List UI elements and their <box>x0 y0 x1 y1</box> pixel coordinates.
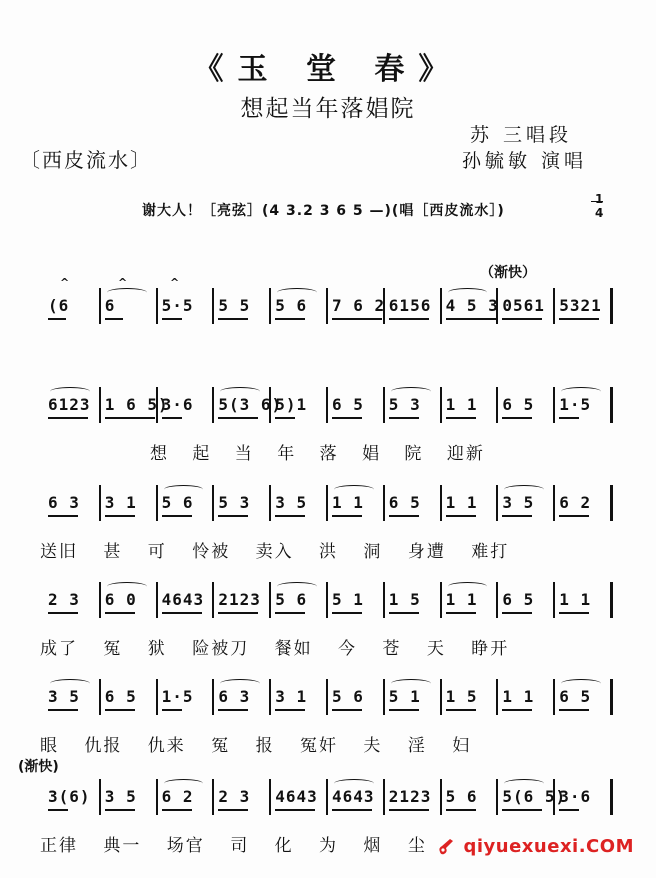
slur-arc <box>164 485 204 494</box>
measure: 5·5 <box>161 296 194 315</box>
beam-line <box>502 809 542 811</box>
measure: 5 6 <box>161 493 194 512</box>
beam-line <box>275 709 305 711</box>
bar-line <box>326 779 328 815</box>
beam-line <box>48 612 78 614</box>
beam-line <box>275 318 305 320</box>
slur-arc <box>448 582 488 591</box>
bar-line <box>99 582 101 618</box>
measure: 2123 <box>388 787 432 806</box>
bar-line <box>212 288 214 324</box>
measure: 1 5 <box>388 590 421 609</box>
bar-line <box>383 582 385 618</box>
bar-line <box>269 288 271 324</box>
lyrics-line: 眼 仇报 仇来 冤 报 冤奸 夫 淫 妇 <box>40 736 472 756</box>
bar-line <box>212 387 214 423</box>
slur-arc <box>448 288 488 297</box>
beam-line <box>105 809 135 811</box>
bar-line <box>383 679 385 715</box>
slur-arc <box>220 679 260 688</box>
beam-line <box>218 709 248 711</box>
accent-mark: ^ <box>60 276 70 289</box>
guitar-logo-icon <box>436 836 458 856</box>
measure: 6 2 <box>161 787 194 806</box>
bar-line <box>383 779 385 815</box>
bar-line <box>610 387 613 423</box>
slur-arc <box>220 387 260 396</box>
slur-arc <box>50 387 90 396</box>
beam-line <box>105 318 123 320</box>
measure: 6 3 <box>218 687 251 706</box>
page-title: 《玉 堂 春》 <box>193 52 463 87</box>
beam-line <box>559 515 589 517</box>
bar-line <box>156 485 158 521</box>
beam-line <box>446 709 476 711</box>
beam-line <box>162 709 182 711</box>
measure: 5(3 6) <box>218 395 283 414</box>
beam-line <box>446 318 496 320</box>
meter-top: 1 <box>595 192 604 206</box>
slur-arc <box>334 485 374 494</box>
measure: 1 1 <box>332 493 364 512</box>
slur-arc <box>277 582 317 591</box>
beam-line <box>105 709 135 711</box>
measure: 6123 <box>48 395 91 414</box>
measure: 3 5 <box>275 493 308 512</box>
beam-line <box>275 612 305 614</box>
bar-line <box>610 679 613 715</box>
measure: 5 6 <box>332 687 364 706</box>
bar-line <box>440 582 442 618</box>
measure: (6 <box>48 296 70 315</box>
slur-arc <box>164 779 204 788</box>
slur-arc <box>391 679 431 688</box>
measure: 2123 <box>218 590 261 609</box>
beam-line <box>162 417 182 419</box>
bar-line <box>496 387 498 423</box>
beam-line <box>502 515 532 517</box>
credit-role: 苏 三唱段 <box>470 124 573 146</box>
bar-line <box>269 779 271 815</box>
beam-line <box>502 318 542 320</box>
bar-line <box>156 779 158 815</box>
measure: 6156 <box>388 296 432 315</box>
bar-line <box>326 582 328 618</box>
measure: 4643 <box>161 590 205 609</box>
credit-performer: 孙毓敏 演唱 <box>462 150 588 172</box>
beam-line <box>162 515 192 517</box>
tempo-accel-2: (渐快) <box>18 759 59 775</box>
measure: 5 6 <box>445 787 478 806</box>
slur-arc <box>561 387 601 396</box>
slur-arc <box>561 679 601 688</box>
intro-line: 谢大人！［亮弦］(4 3.2 3 6 5 —)(唱［西皮流水］) <box>142 203 505 219</box>
bar-line <box>610 288 613 324</box>
slur-arc <box>50 679 90 688</box>
beam-line <box>275 515 305 517</box>
beam-line <box>218 809 248 811</box>
measure: 3 5 <box>104 787 137 806</box>
beam-line <box>446 809 476 811</box>
lyrics-line: 成了 冤 狱 险被刀 餐如 今 苍 天 睁开 <box>40 639 510 659</box>
bar-line <box>440 485 442 521</box>
measure: 1 1 <box>502 687 535 706</box>
measure: 3 1 <box>275 687 308 706</box>
measure: 6 5 <box>502 395 535 414</box>
measure: 6 5 <box>332 395 364 414</box>
bar-line <box>383 485 385 521</box>
measure: 0561 <box>502 296 545 315</box>
accent-mark: ^ <box>170 276 180 289</box>
measure: 3 1 <box>104 493 137 512</box>
bar-line <box>326 485 328 521</box>
measure: 5 1 <box>388 687 421 706</box>
bar-line <box>553 679 555 715</box>
measure: 1·5 <box>161 687 194 706</box>
beam-line <box>502 417 532 419</box>
measure: 6 <box>104 296 116 315</box>
measure: 5(6 5) <box>502 787 567 806</box>
beam-line <box>559 318 599 320</box>
beam-line <box>218 515 248 517</box>
beam-line <box>275 417 295 419</box>
beam-line <box>218 417 258 419</box>
beam-line <box>332 515 362 517</box>
lyrics-line: 想 起 当 年 落 娼 院 迎新 <box>150 444 485 464</box>
beam-line <box>502 709 532 711</box>
bar-line <box>610 485 613 521</box>
beam-line <box>389 709 419 711</box>
slur-arc <box>391 387 431 396</box>
measure: 3·6 <box>161 395 194 414</box>
slur-arc <box>504 779 544 788</box>
measure: 6 5 <box>502 590 535 609</box>
bar-line <box>212 679 214 715</box>
watermark-text: qiyuexuexi.COM <box>463 836 634 857</box>
lyrics-line: 正律 典一 场官 司 化 为 烟 尘 <box>40 836 427 856</box>
beam-line <box>389 318 429 320</box>
bar-line <box>553 387 555 423</box>
beam-line <box>446 417 476 419</box>
measure: 3 5 <box>48 687 80 706</box>
measure: 1 1 <box>445 493 478 512</box>
bar-line <box>383 387 385 423</box>
measure: 3·6 <box>559 787 592 806</box>
bar-line <box>553 485 555 521</box>
slur-arc <box>277 288 317 297</box>
measure: 5 6 <box>275 296 308 315</box>
bar-line <box>553 582 555 618</box>
beam-line <box>332 612 362 614</box>
page-subtitle: 想起当年落娼院 <box>240 96 416 122</box>
beam-line <box>218 612 258 614</box>
beam-line <box>332 318 382 320</box>
bar-line <box>440 288 442 324</box>
mode-label: 〔西皮流水〕 <box>20 148 152 172</box>
measure: 4 5 3 <box>445 296 499 315</box>
bar-line <box>156 288 158 324</box>
beam-line <box>105 612 135 614</box>
bar-line <box>496 485 498 521</box>
beam-line <box>218 318 248 320</box>
beam-line <box>162 612 202 614</box>
measure: 3 5 <box>502 493 535 512</box>
measure: 5321 <box>559 296 602 315</box>
bar-line <box>326 679 328 715</box>
measure: 6 5 <box>104 687 137 706</box>
beam-line <box>559 709 589 711</box>
bar-line <box>496 779 498 815</box>
beam-line <box>389 417 419 419</box>
measure: 1 5 <box>445 687 478 706</box>
bar-line <box>99 288 101 324</box>
bar-line <box>326 387 328 423</box>
bar-line <box>269 485 271 521</box>
slur-arc <box>504 485 544 494</box>
measure: 5 3 <box>218 493 251 512</box>
bar-line <box>212 485 214 521</box>
measure: 1 6 5) <box>104 395 169 414</box>
beam-line <box>332 709 362 711</box>
bar-line <box>99 679 101 715</box>
measure: 1·5 <box>559 395 592 414</box>
beam-line <box>559 417 579 419</box>
measure: 6 5 <box>388 493 421 512</box>
beam-line <box>105 515 135 517</box>
bar-line <box>496 679 498 715</box>
bar-line <box>553 288 555 324</box>
bar-line <box>440 779 442 815</box>
measure: 6 5 <box>559 687 592 706</box>
measure: 5 3 <box>388 395 421 414</box>
measure: 6 2 <box>559 493 592 512</box>
bar-line <box>156 582 158 618</box>
beam-line <box>332 809 372 811</box>
measure: 1 1 <box>445 395 478 414</box>
beam-line <box>162 809 192 811</box>
slur-arc <box>334 779 374 788</box>
beam-line <box>389 612 419 614</box>
beam-line <box>162 318 182 320</box>
bar-line <box>212 582 214 618</box>
meter-rule <box>591 201 603 202</box>
measure: 5 6 <box>275 590 308 609</box>
measure: 3(6) <box>48 787 91 806</box>
bar-line <box>156 679 158 715</box>
measure: 4643 <box>332 787 375 806</box>
beam-line <box>389 809 429 811</box>
meter-bottom: 4 <box>595 206 604 220</box>
measure: 6 3 <box>48 493 80 512</box>
beam-line <box>559 612 589 614</box>
beam-line <box>446 515 476 517</box>
measure: 1 1 <box>559 590 592 609</box>
measure: 5)1 <box>275 395 308 414</box>
measure: 1 1 <box>445 590 478 609</box>
bar-line <box>610 779 613 815</box>
beam-line <box>48 809 68 811</box>
beam-line <box>105 417 155 419</box>
measure: 7 6 2 <box>332 296 386 315</box>
beam-line <box>446 612 476 614</box>
measure: 5 1 <box>332 590 364 609</box>
bar-line <box>440 679 442 715</box>
bar-line <box>212 779 214 815</box>
measure: 2 3 <box>218 787 251 806</box>
lyrics-line: 送旧 甚 可 怜被 卖入 洪 洞 身遭 难打 <box>40 542 510 562</box>
accent-mark: ^ <box>118 276 128 289</box>
bar-line <box>440 387 442 423</box>
bar-line <box>99 779 101 815</box>
measure: 6 0 <box>104 590 137 609</box>
slur-arc <box>107 582 147 591</box>
bar-line <box>326 288 328 324</box>
measure: 4643 <box>275 787 318 806</box>
beam-line <box>559 809 579 811</box>
bar-line <box>269 582 271 618</box>
slur-arc <box>107 288 147 297</box>
bar-line <box>99 485 101 521</box>
beam-line <box>48 318 66 320</box>
beam-line <box>48 515 78 517</box>
beam-line <box>48 709 78 711</box>
bar-line <box>99 387 101 423</box>
measure: 2 3 <box>48 590 80 609</box>
tempo-accel-1: （渐快） <box>480 265 536 281</box>
bar-line <box>496 582 498 618</box>
beam-line <box>275 809 315 811</box>
beam-line <box>502 612 532 614</box>
measure: 5 5 <box>218 296 251 315</box>
bar-line <box>610 582 613 618</box>
beam-line <box>332 417 362 419</box>
beam-line <box>48 417 88 419</box>
beam-line <box>389 515 419 517</box>
bar-line <box>269 679 271 715</box>
